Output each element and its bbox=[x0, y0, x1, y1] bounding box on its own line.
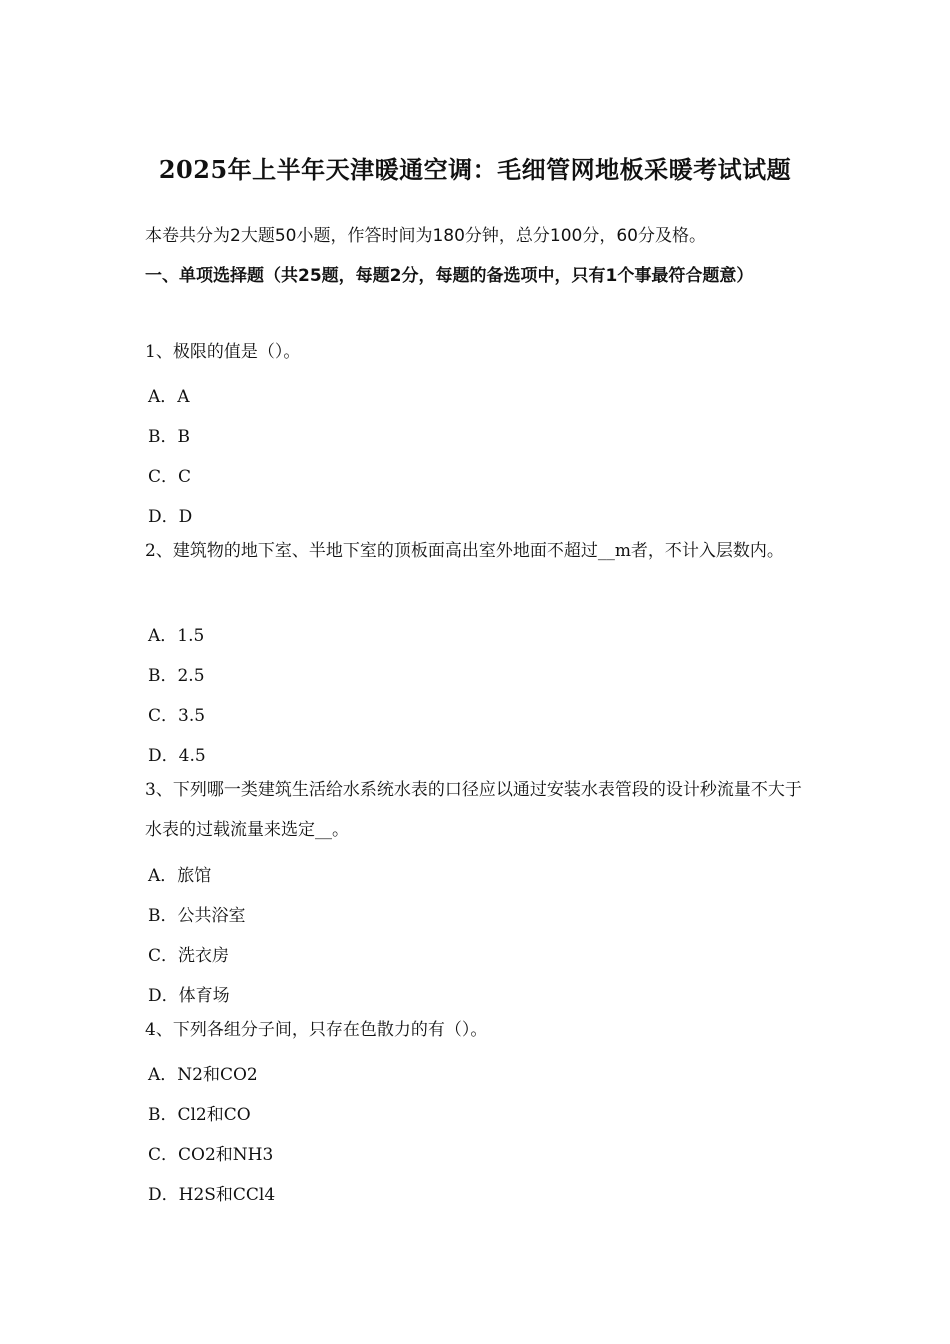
question-4-option-d: D．H2S和CCl4 bbox=[148, 1185, 276, 1205]
question-1-option-a: A．A bbox=[148, 387, 190, 407]
question-3-option-d: D．体育场 bbox=[148, 986, 230, 1006]
question-1-option-d: D．D bbox=[148, 507, 193, 527]
question-4-option-a: A．N2和CO2 bbox=[148, 1065, 258, 1085]
page-title: 2025年上半年天津暖通空调：毛细管网地板采暖考试试题 bbox=[158, 155, 792, 184]
question-1-option-b: B．B bbox=[148, 427, 190, 447]
question-2-option-a: A．1.5 bbox=[148, 626, 205, 646]
section-heading: 一、单项选择题（共25题，每题2分，每题的备选项中，只有1个事最符合题意） bbox=[145, 266, 754, 286]
question-2-option-c: C．3.5 bbox=[148, 706, 206, 726]
question-2-option-d: D．4.5 bbox=[148, 746, 206, 766]
question-2-text: 2、建筑物的地下室、半地下室的顶板面高出室外地面不超过__m者，不计入层数内。 bbox=[145, 541, 784, 561]
question-1-option-c: C．C bbox=[148, 467, 192, 487]
question-3-option-b: B．公共浴室 bbox=[148, 906, 246, 926]
question-3-option-c: C．洗衣房 bbox=[148, 946, 230, 966]
question-2-option-b: B．2.5 bbox=[148, 666, 205, 686]
question-4-text: 4、下列各组分子间，只存在色散力的有（）。 bbox=[145, 1020, 488, 1040]
question-3-text: 3、下列哪一类建筑生活给水系统水表的口径应以通过安装水表管段的设计秒流量不大于水表的过载流量来选定__。 bbox=[145, 780, 802, 840]
question-3-option-a: A．旅馆 bbox=[148, 866, 212, 886]
question-1-text: 1、极限的值是（）。 bbox=[145, 342, 301, 362]
exam-intro: 本卷共分为2大题50小题，作答时间为180分钟，总分100分，60分及格。 bbox=[145, 226, 706, 246]
question-4-option-c: C．CO2和NH3 bbox=[148, 1145, 274, 1165]
question-4-option-b: B．Cl2和CO bbox=[148, 1105, 251, 1125]
